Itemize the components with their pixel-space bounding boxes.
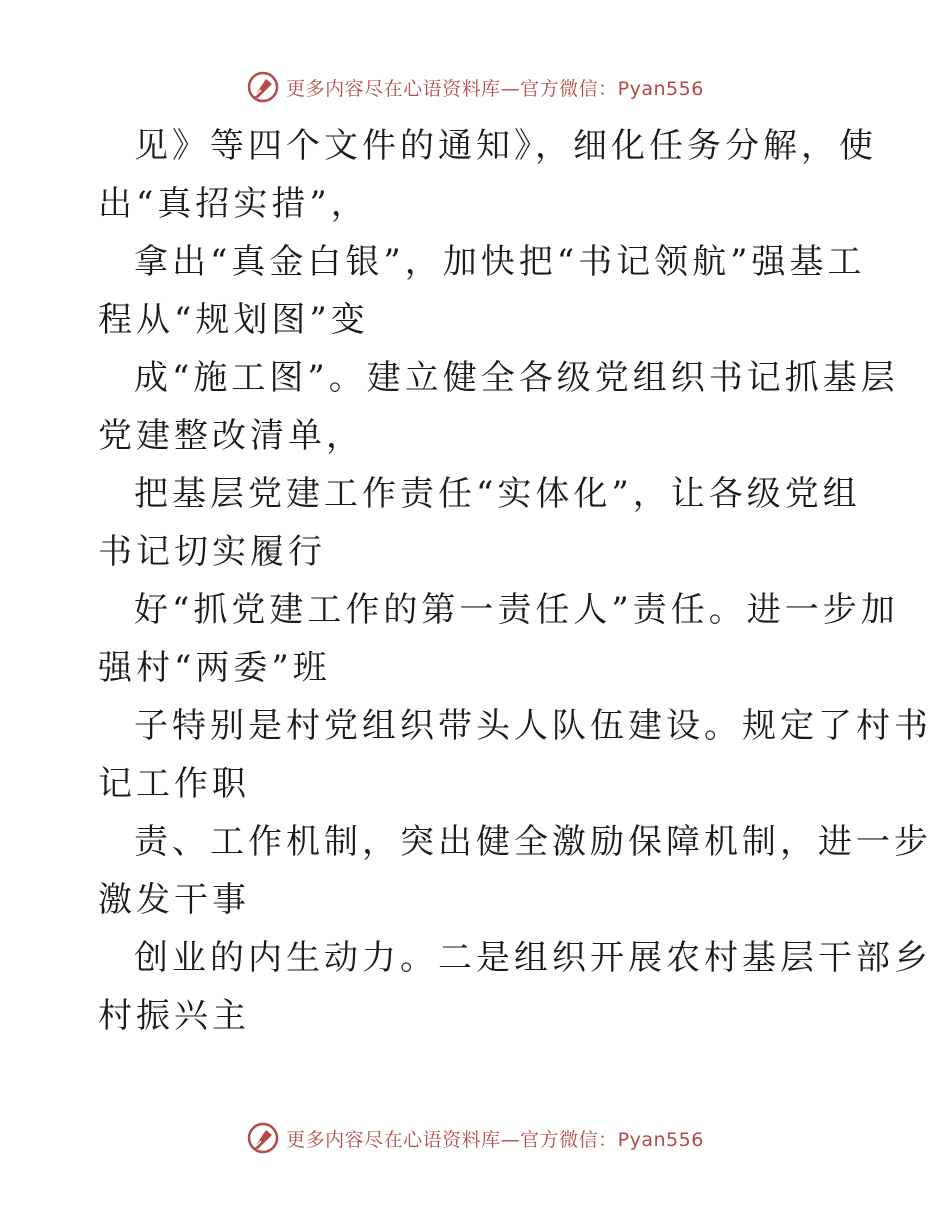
pen-nib-icon: [246, 70, 280, 104]
text-line: 党建整改清单，: [98, 416, 364, 456]
text-line: 记工作职: [98, 764, 250, 804]
header-watermark: [0, 70, 950, 104]
text-line: 出“真招实措”，: [98, 184, 369, 224]
text-line: 责、工作机制，突出健全激励保障机制，进一步: [134, 822, 932, 862]
text-line: 见》等四个文件的通知》，细化任务分解，使: [134, 126, 877, 166]
text-line: 成“施工图”。建立健全各级党组织书记抓基层: [134, 358, 899, 398]
text-line: 书记切实履行: [98, 532, 326, 572]
footer-watermark-text: 更多内容尽在心语资料库—官方微信：Pyan556: [286, 1128, 704, 1151]
document-body: [98, 117, 932, 1045]
header-watermark-text: 更多内容尽在心语资料库—官方微信：Pyan556: [286, 77, 704, 100]
text-line: 子特别是村党组织带头人队伍建设。规定了村书: [134, 706, 932, 746]
text-line: 村振兴主: [98, 996, 250, 1036]
text-line: 激发干事: [98, 880, 250, 920]
footer-watermark: [0, 1121, 950, 1155]
text-line: 创业的内生动力。二是组织开展农村基层干部乡: [134, 938, 932, 978]
text-line: 好“抓党建工作的第一责任人”责任。进一步加: [134, 590, 899, 630]
text-line: 拿出“真金白银”，加快把“书记领航”强基工: [134, 242, 866, 282]
pen-nib-icon: [246, 1121, 280, 1155]
text-line: 强村“两委”班: [98, 648, 331, 688]
text-line: 程从“规划图”变: [98, 300, 369, 340]
text-line: 把基层党建工作责任“实体化”，让各级党组: [134, 474, 861, 514]
